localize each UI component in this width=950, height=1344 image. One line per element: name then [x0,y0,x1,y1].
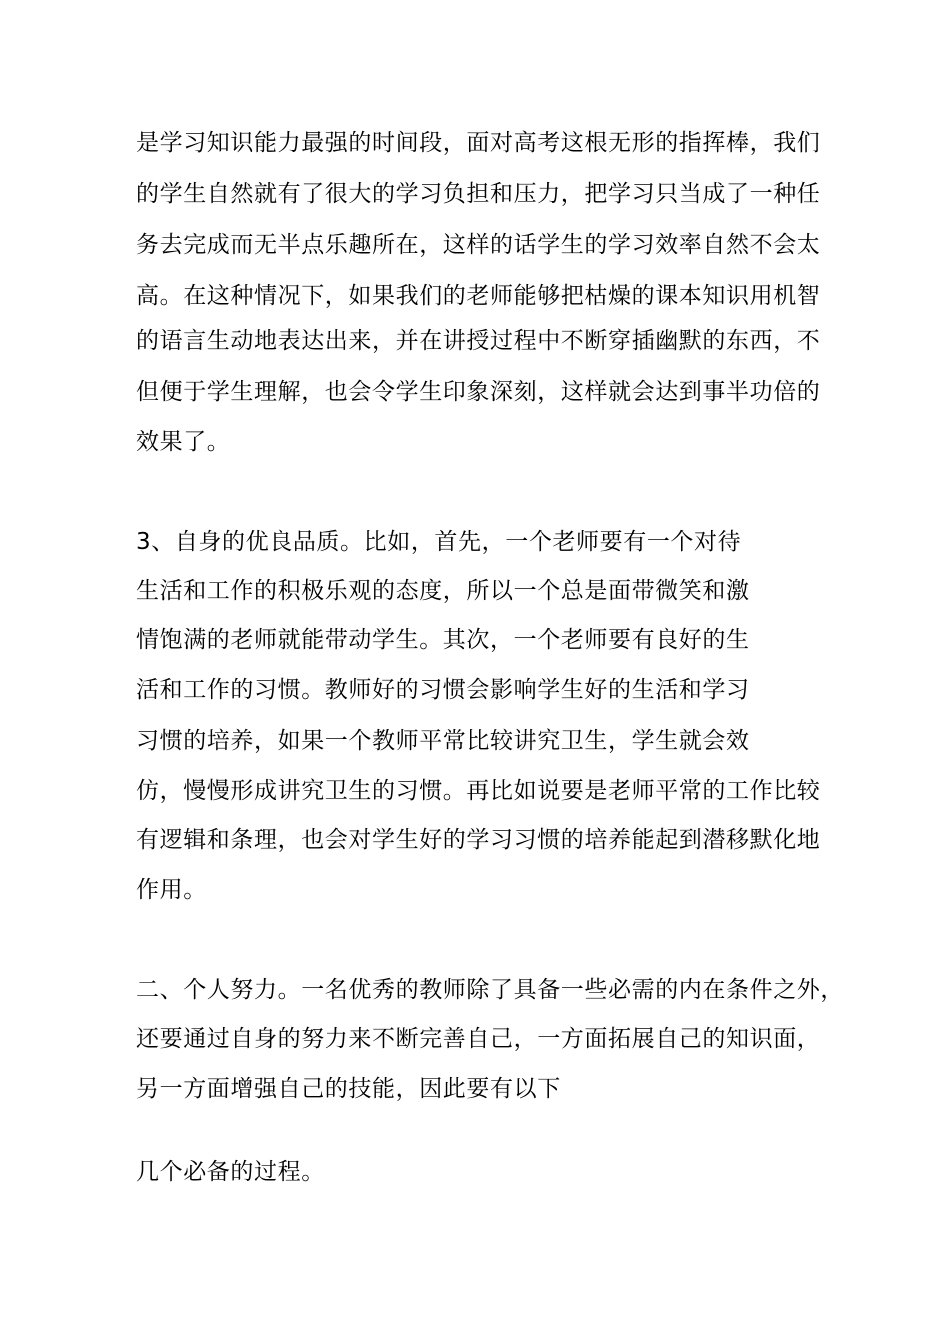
text-line: 活和工作的习惯。教师好的习惯会影响学生好的生活和学习 [136,677,750,703]
text-line: 另一方面增强自己的技能，因此要有以下 [136,1076,561,1102]
text-line: 还要通过自身的努力来不断完善自己，一方面拓展自己的知识面， [136,1026,821,1052]
text-line: 效果了。 [136,429,231,455]
text-line: 有逻辑和条理，也会对学生好的学习习惯的培养能起到潜移默化地 [136,827,821,853]
text-line: 的语言生动地表达出来，并在讲授过程中不断穿插幽默的东西，不 [136,328,821,354]
text-line: 3、自身的优良品质。比如，首先，一个老师要有一个对待 [136,529,742,555]
text-line: 习惯的培养，如果一个教师平常比较讲究卫生，学生就会效 [136,728,750,754]
text-line: 高。在这种情况下，如果我们的老师能够把枯燥的课本知识用机智 [136,283,821,309]
text-line: 二、个人努力。一名优秀的教师除了具备一些必需的内在条件之外， [136,977,844,1003]
text-line: 的学生自然就有了很大的学习负担和压力，把学习只当成了一种任 [136,181,821,207]
text-line: 务去完成而无半点乐趣所在，这样的话学生的学习效率自然不会太 [136,232,821,258]
text-line: 是学习知识能力最强的时间段，面对高考这根无形的指挥棒，我们 [136,130,821,156]
text-line: 仿，慢慢形成讲究卫生的习惯。再比如说要是老师平常的工作比较 [136,778,821,804]
text-line: 但便于学生理解，也会令学生印象深刻，这样就会达到事半功倍的 [136,379,821,405]
text-line: 几个必备的过程。 [136,1159,325,1185]
text-line: 作用。 [136,877,207,903]
text-line: 生活和工作的积极乐观的态度，所以一个总是面带微笑和激 [136,578,750,604]
text-line: 情饱满的老师就能带动学生。其次，一个老师要有良好的生 [136,627,750,653]
